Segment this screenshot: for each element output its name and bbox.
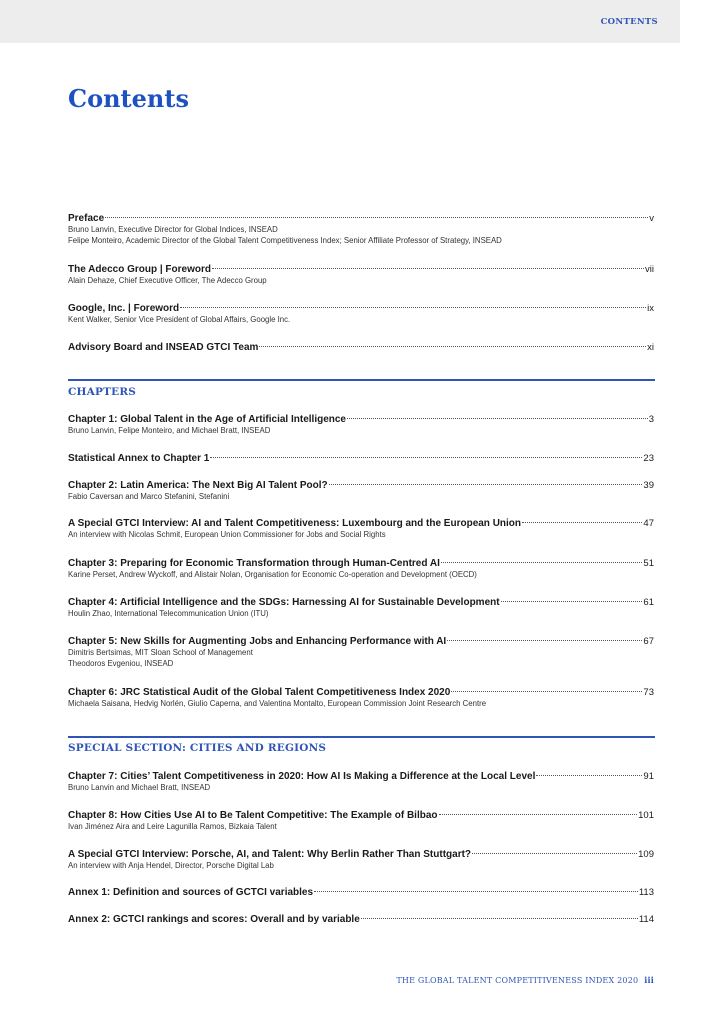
dot-leader: [259, 346, 646, 347]
toc-entry-title: Chapter 5: New Skills for Augmenting Jobs and Enhancing Performance with AI: [68, 636, 447, 647]
toc-entry-title: Chapter 8: How Cities Use AI to Be Talent Competitive: The Example of Bilbao: [68, 810, 438, 821]
toc-entry-line: [68, 452, 654, 465]
toc-entry-adecco-foreword[interactable]: [68, 263, 654, 287]
toc-entry-author: Theodoros Evgeniou, INSEAD: [68, 658, 174, 668]
dot-leader: [439, 814, 638, 815]
dot-leader: [447, 640, 642, 641]
toc-entry-page: 73: [643, 687, 654, 698]
dot-leader: [210, 457, 642, 458]
toc-entry-title: Chapter 1: Global Talent in the Age of Artificial Intelligence: [68, 414, 346, 425]
header-label: CONTENTS: [600, 17, 658, 27]
toc-entry-author: Bruno Lanvin, Executive Director for Global Indices, INSEAD: [68, 225, 278, 234]
toc-entry-statistical-annex[interactable]: [68, 452, 654, 465]
toc-entry-title: Chapter 7: Cities’ Talent Competitiveness in 2020: How AI Is Making a Difference at the Local Level: [68, 771, 536, 782]
toc-entry-line: [68, 913, 654, 926]
dot-leader: [329, 484, 643, 485]
toc-entry-line: [68, 263, 654, 276]
toc-entry-author: Karine Perset, Andrew Wyckoff, and Alistair Nolan, Organisation for Economic Co-operation and Development (OECD): [68, 570, 477, 579]
toc-entry-line: [68, 848, 654, 861]
toc-entry-annex-2[interactable]: [68, 913, 654, 926]
toc-entry-page: ix: [647, 303, 654, 314]
toc-entry-author: Ivan Jiménez Aira and Leire Lagunilla Ramos, Bizkaia Talent: [68, 822, 277, 831]
toc-entry-page: 91: [643, 771, 654, 782]
dot-leader: [361, 918, 638, 919]
toc-entry-interview-luxembourg[interactable]: [68, 517, 654, 541]
toc-entry-title: The Adecco Group | Foreword: [68, 264, 211, 275]
dot-leader: [441, 562, 643, 563]
toc-entry-page: 47: [643, 518, 654, 529]
toc-entry-line: [68, 413, 654, 426]
toc-entry-author: Bruno Lanvin, Felipe Monteiro, and Michael Bratt, INSEAD: [68, 426, 271, 435]
page-title: Contents: [68, 84, 189, 113]
toc-entry-title: Chapter 2: Latin America: The Next Big AI Talent Pool?: [68, 480, 328, 491]
toc-entry-author: Houlin Zhao, International Telecommunication Union (ITU): [68, 609, 269, 618]
dot-leader: [314, 891, 638, 892]
toc-entry-chapter-5[interactable]: [68, 635, 654, 669]
footer-title: THE GLOBAL TALENT COMPETITIVENESS INDEX 2020: [396, 976, 639, 985]
dot-leader: [536, 775, 642, 776]
footer-page-number: iii: [644, 975, 654, 985]
toc-entry-line: [68, 212, 654, 225]
section-heading-chapters: CHAPTERS: [68, 386, 137, 398]
toc-entry-line: [68, 809, 654, 822]
toc-entry-line: [68, 770, 654, 783]
toc-entry-title: Advisory Board and INSEAD GTCI Team: [68, 342, 259, 353]
toc-entry-annex-1[interactable]: [68, 886, 654, 899]
toc-entry-chapter-3[interactable]: [68, 557, 654, 581]
toc-entry-advisory-board[interactable]: [68, 341, 654, 354]
toc-entry-page: 23: [643, 453, 654, 464]
toc-entry-author: Dimitris Bertsimas, MIT Sloan School of Management: [68, 648, 253, 657]
toc-entry-chapter-1[interactable]: [68, 413, 654, 437]
dot-leader: [472, 853, 637, 854]
toc-entry-line: [68, 302, 654, 315]
toc-entry-author: An interview with Anja Hendel, Director, Porsche Digital Lab: [68, 861, 274, 870]
dot-leader: [212, 268, 644, 269]
toc-entry-page: 101: [638, 810, 654, 821]
toc-entry-line: [68, 517, 654, 530]
toc-entry-preface[interactable]: [68, 212, 654, 246]
toc-entry-title: Preface: [68, 213, 105, 224]
dot-leader: [105, 217, 648, 218]
toc-entry-title: Google, Inc. | Foreword: [68, 303, 180, 314]
toc-entry-author: Bruno Lanvin and Michael Bratt, INSEAD: [68, 783, 211, 792]
toc-entry-title: A Special GTCI Interview: AI and Talent Competitiveness: Luxembourg and the European Union: [68, 518, 522, 529]
toc-entry-line: [68, 686, 654, 699]
page-footer: [396, 975, 654, 985]
toc-entry-page: 67: [643, 636, 654, 647]
dot-leader: [180, 307, 646, 308]
toc-entry-page: vii: [645, 264, 654, 275]
toc-entry-line: [68, 886, 654, 899]
toc-entry-chapter-7[interactable]: [68, 770, 654, 794]
toc-entry-author: Kent Walker, Senior Vice President of Global Affairs, Google Inc.: [68, 315, 291, 324]
toc-entry-author: Michaela Saisana, Hedvig Norlén, Giulio Caperna, and Valentina Montalto, European Commission Joint Research Centre: [68, 699, 487, 708]
toc-entry-page: 3: [648, 414, 654, 425]
dot-leader: [451, 691, 642, 692]
toc-entry-line: [68, 341, 654, 354]
toc-entry-title: Chapter 4: Artificial Intelligence and the SDGs: Harnessing AI for Sustainable Development: [68, 597, 500, 608]
toc-entry-title: Statistical Annex to Chapter 1: [68, 453, 210, 464]
dot-leader: [522, 522, 642, 523]
header-bar: [0, 0, 680, 43]
toc-entry-page: v: [649, 213, 654, 224]
toc-entry-interview-porsche[interactable]: [68, 848, 654, 872]
toc-entry-chapter-4[interactable]: [68, 596, 654, 620]
toc-entry-author: Fabio Caversan and Marco Stefanini, Stefanini: [68, 492, 230, 501]
toc-entry-page: 109: [638, 849, 654, 860]
toc-entry-line: [68, 596, 654, 609]
toc-entry-title: Chapter 6: JRC Statistical Audit of the Global Talent Competitiveness Index 2020: [68, 687, 451, 698]
toc-entry-page: 39: [643, 480, 654, 491]
section-heading-special: SPECIAL SECTION: CITIES AND REGIONS: [68, 742, 327, 754]
toc-entry-page: xi: [647, 342, 654, 353]
toc-entry-author: Alain Dehaze, Chief Executive Officer, The Adecco Group: [68, 276, 267, 285]
toc-entry-google-foreword[interactable]: [68, 302, 654, 326]
toc-entry-page: 113: [638, 887, 654, 898]
section-rule-special: [68, 736, 655, 738]
toc-entry-title: Chapter 3: Preparing for Economic Transformation through Human-Centred AI: [68, 558, 440, 569]
toc-entry-line: [68, 557, 654, 570]
toc-entry-page: 61: [643, 597, 654, 608]
toc-entry-title: Annex 2: GCTCI rankings and scores: Overall and by variable: [68, 914, 360, 925]
section-rule-chapters: [68, 379, 655, 381]
toc-entry-page: 51: [643, 558, 654, 569]
toc-entry-chapter-2[interactable]: [68, 479, 654, 503]
toc-entry-title: A Special GTCI Interview: Porsche, AI, and Talent: Why Berlin Rather Than Stuttgart?: [68, 849, 472, 860]
toc-entry-line: [68, 635, 654, 648]
toc-entry-chapter-6[interactable]: [68, 686, 654, 710]
dot-leader: [347, 418, 648, 419]
toc-entry-author: Felipe Monteiro, Academic Director of the Global Talent Competitiveness Index; Senior Affiliate Professor of Strategy, INSEAD: [68, 235, 502, 245]
toc-entry-line: [68, 479, 654, 492]
toc-entry-author: An interview with Nicolas Schmit, European Union Commissioner for Jobs and Social Rights: [68, 530, 386, 539]
toc-entry-title: Annex 1: Definition and sources of GCTCI variables: [68, 887, 314, 898]
toc-entry-chapter-8[interactable]: [68, 809, 654, 833]
dot-leader: [501, 601, 643, 602]
toc-entry-page: 114: [638, 914, 654, 925]
